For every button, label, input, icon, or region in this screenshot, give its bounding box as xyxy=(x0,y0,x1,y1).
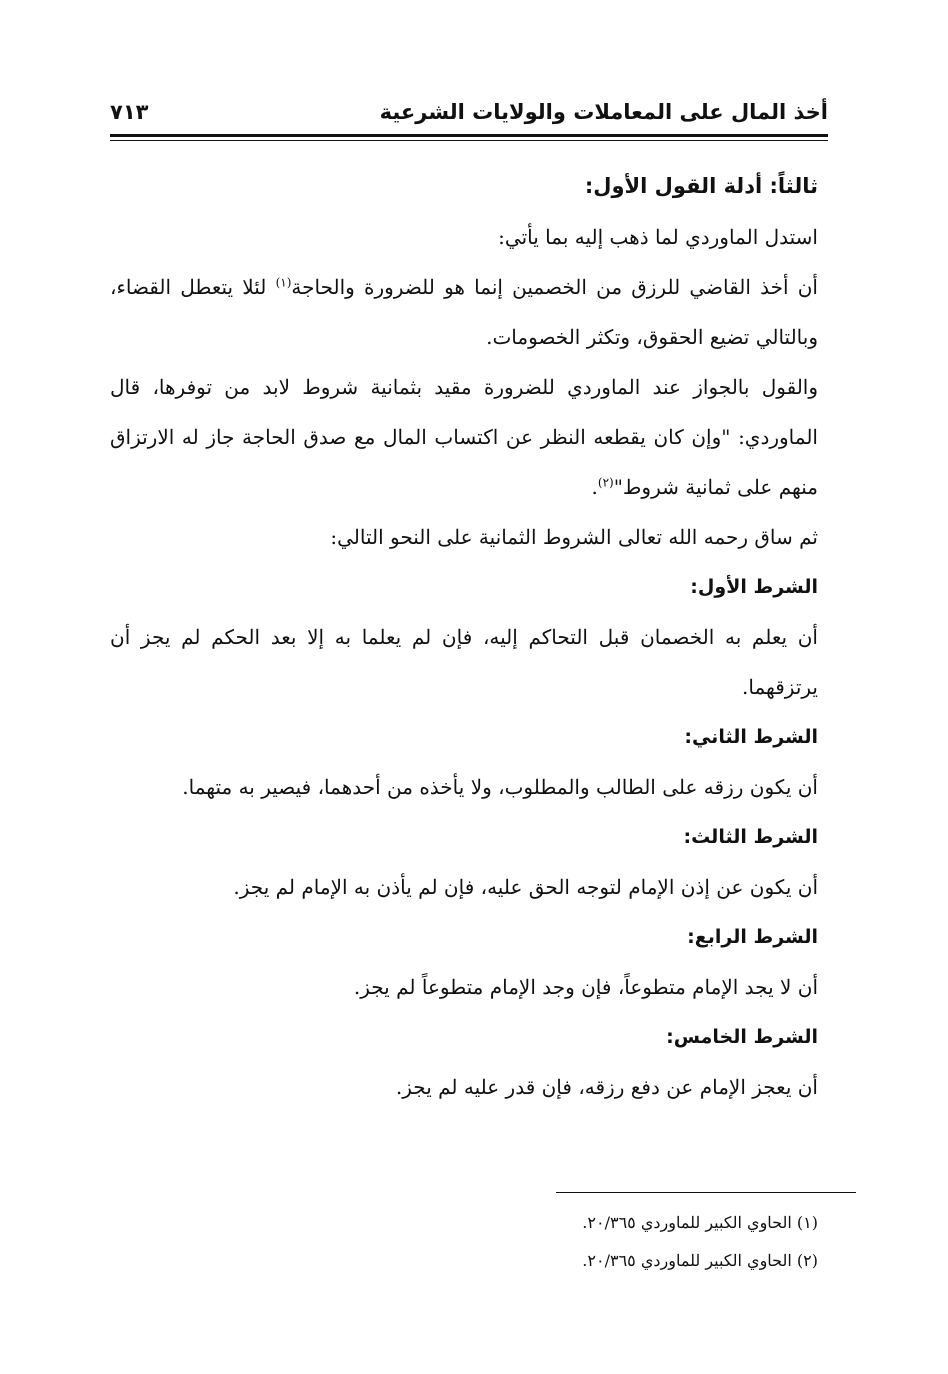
header-rule-thin xyxy=(110,140,828,141)
condition-title-3: الشرط الثالث: xyxy=(683,826,818,848)
footnote-2: (٢) الحاوي الكبير للماوردي ٢٠/٣٦٥. xyxy=(582,1251,818,1270)
intro-paragraph: استدل الماوردي لما ذهب إليه بما يأتي: xyxy=(498,225,818,249)
quote-text: والقول بالجواز عند الماوردي للضرورة مقيد بثمانية شروط لابد من توفرها، قال الماوردي: "وإن كان يقطعه النظر عن اكتساب المال مع صدق الحاجة جاز له الارتزاق منهم على ثمانية شروط" xyxy=(110,375,818,499)
header-rule-thick xyxy=(110,134,828,137)
footnote-separator xyxy=(556,1192,856,1193)
quote-text-end: . xyxy=(591,475,598,499)
argument-paragraph xyxy=(110,262,818,362)
footnote-1: (١) الحاوي الكبير للماوردي ٢٠/٣٦٥. xyxy=(582,1213,818,1232)
condition-text-5: أن يعجز الإمام عن دفع رزقه، فإن قدر عليه لم يجز. xyxy=(395,1075,818,1099)
condition-title-2: الشرط الثاني: xyxy=(684,726,818,748)
argument-text-cont: لئلا يتعطل القضاء، وبالتالي تضيع الحقوق، وتكثر الخصومات. xyxy=(110,275,818,349)
condition-text-4: أن لا يجد الإمام متطوعاً، فإن وجد الإمام متطوعاً لم يجز. xyxy=(353,975,818,999)
page-header xyxy=(110,88,828,124)
page-number: ٧١٣ xyxy=(110,100,149,124)
condition-title-5: الشرط الخامس: xyxy=(666,1026,818,1048)
condition-text-3: أن يكون عن إذن الإمام لتوجه الحق عليه، فإن لم يأذن به الإمام لم يجز. xyxy=(233,875,818,899)
footnote-ref-1[interactable]: (١) xyxy=(275,275,292,290)
condition-title-4: الشرط الرابع: xyxy=(687,926,818,948)
condition-title-1: الشرط الأول: xyxy=(690,576,818,598)
footnotes xyxy=(110,1204,818,1280)
argument-text: أن أخذ القاضي للرزق من الخصمين إنما هو للضرورة والحاجة xyxy=(291,275,818,299)
condition-text-2: أن يكون رزقه على الطالب والمطلوب، ولا يأخذه من أحدهما، فيصير به متهما. xyxy=(182,775,818,799)
condition-text-1: أن يعلم به الخصمان قبل التحاكم إليه، فإن لم يعلما به إلا بعد الحكم لم يجز أن يرتزقهما. xyxy=(110,625,818,699)
quote-paragraph xyxy=(110,362,818,512)
section-heading: ثالثاً: أدلة القول الأول: xyxy=(584,174,818,198)
footnote-ref-2[interactable]: (٢) xyxy=(597,475,614,490)
running-title: أخذ المال على المعاملات والولايات الشرعية xyxy=(379,100,828,124)
main-text xyxy=(110,160,818,1112)
conditions-intro: ثم ساق رحمه الله تعالى الشروط الثمانية على النحو التالي: xyxy=(330,525,818,549)
